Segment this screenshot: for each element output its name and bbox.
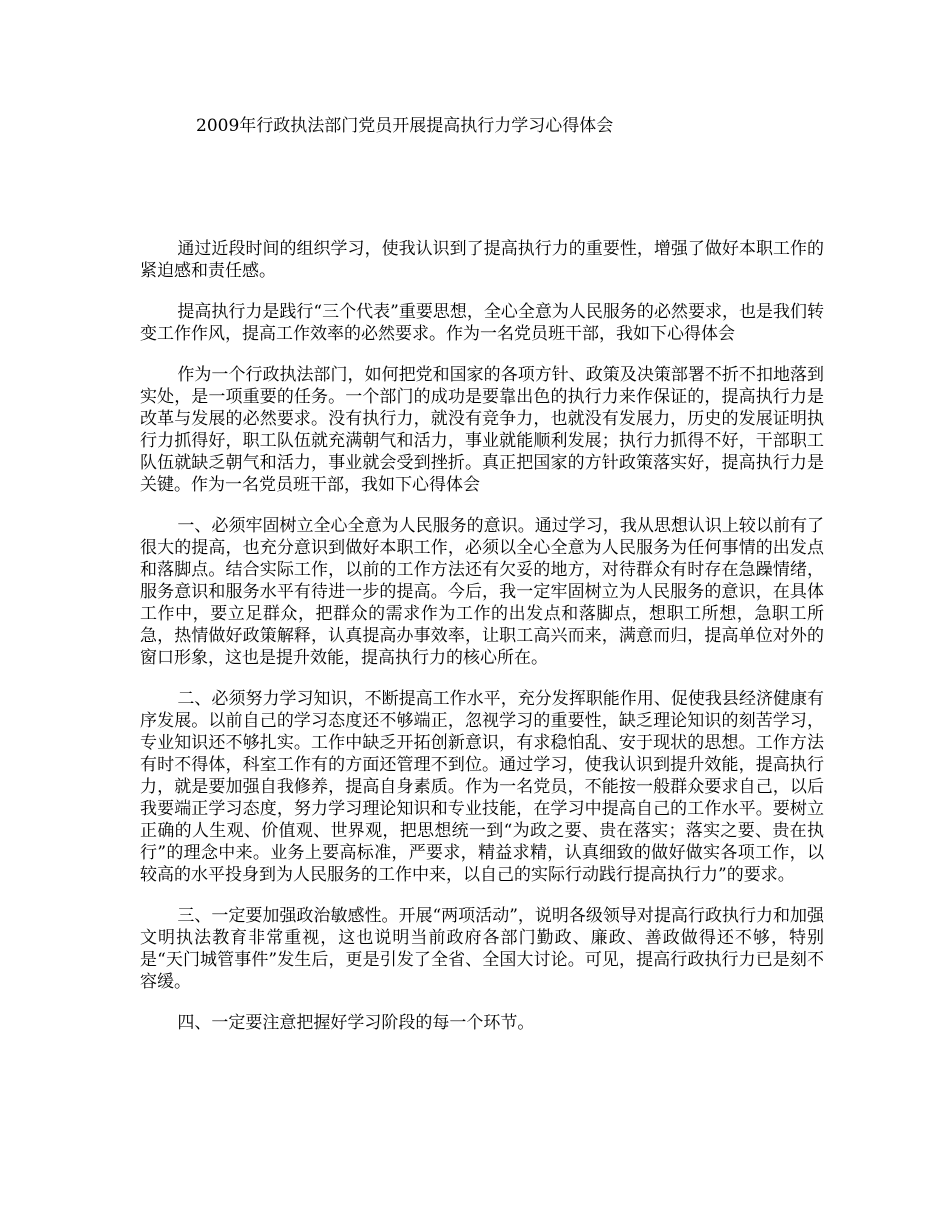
paragraph-point-four: 四、一定要注意把握好学习阶段的每一个环节。 (177, 1013, 535, 1033)
paragraph-point-two: 二、必须努力学习知识，不断提高工作水平，充分发挥职能作用、促使我县经济健康有序发展。以前自己的学习态度还不够端正，忽视学习的重要性，缺乏理论知识的刻苦学习，专业知识还不够扎实。工作中缺乏开拓创新意识，有求稳怕乱、安于现状的思想。工作方法有时不得体，科室工作有的方面还管理不到位。通过学习，使我认识到提升效能，提高执行力，就是要加强自我修养，提高自身素质。作为一名党员，不能按一般群众要求自己，以后我要端正学习态度，努力学习理论知识和专业技能，在学习中提高自己的工作水平。要树立正确的人生观、价值观、世界观，把思想统一到“为政之要、贵在落实；落实之要、贵在执行”的理念中来。业务上要高标准，严要求，精益求精，认真细致的做好做实各项工作，以较高的水平投身到为人民服务的工作中来，以自己的实际行动践行提高执行力”的要求。 (140, 689, 824, 885)
paragraph-requirement: 提高执行力是践行“三个代表”重要思想，全心全意为人民服务的必然要求，也是我们转变工作作风，提高工作效率的必然要求。作为一名党员班干部，我如下心得体会 (140, 302, 824, 344)
document-body (140, 238, 824, 1053)
paragraph-point-one: 一、必须牢固树立全心全意为人民服务的意识。通过学习，我从思想认识上较以前有了很大的提高，也充分意识到做好本职工作，必须以全心全意为人民服务为任何事情的出发点和落脚点。结合实际工作，以前的工作方法还有欠妥的地方，对待群众有时存在急躁情绪，服务意识和服务水平有待进一步的提高。今后，我一定牢固树立为人民服务的意识，在具体工作中，要立足群众，把群众的需求作为工作的出发点和落脚点，想职工所想，急职工所急，热情做好政策解释，认真提高办事效率，让职工高兴而来，满意而归，提高单位对外的窗口形象，这也是提升效能，提高执行力的核心所在。 (140, 516, 824, 668)
document-title: 2009年行政执法部门党员开展提高执行力学习心得体会 (196, 116, 614, 136)
paragraph-intro: 通过近段时间的组织学习，使我认识到了提高执行力的重要性，增强了做好本职工作的紧迫感和责任感。 (140, 239, 824, 281)
paragraph-point-three: 三、一定要加强政治敏感性。开展“两项活动”，说明各级领导对提高行政执行力和加强文明执法教育非常重视，这也说明当前政府各部门勤政、廉政、善政做得还不够，特别是“天门城管事件”发生后，更是引发了全省、全国大讨论。可见，提高行政执行力已是刻不容缓。 (140, 906, 824, 992)
paragraph-background: 作为一个行政执法部门，如何把党和国家的各项方针、政策及决策部署不折不扣地落到实处，是一项重要的任务。一个部门的成功是要靠出色的执行力来作保证的，提高执行力是改革与发展的必然要求。没有执行力，就没有竞争力，也就没有发展力，历史的发展证明执行力抓得好，职工队伍就充满朝气和活力，事业就能顺利发展；执行力抓得不好，干部职工队伍就缺乏朝气和活力，事业就会受到挫折。真正把国家的方针政策落实好，提高执行力是关键。作为一名党员班干部，我如下心得体会 (140, 365, 824, 495)
